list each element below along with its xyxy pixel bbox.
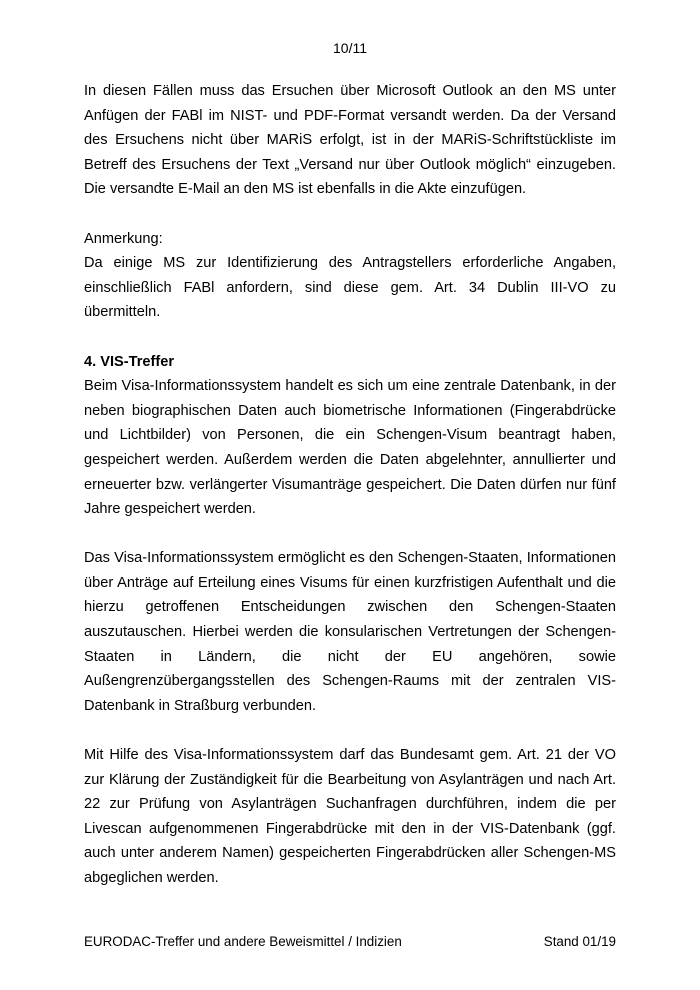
document-body: [84, 79, 616, 915]
note-label: Anmerkung:: [84, 230, 163, 247]
paragraph-vis-definition: Beim Visa-Informationssystem handelt es sich um eine zentrale Datenbank, in der neben biographischen Daten auch biometrische Informationen (Fingerabdrücke und Lichtbilder) von Personen, die ein Schengen-Visum beantragt haben, gespeichert werden. Außerdem werden die Daten abgelehnter, annullierter und erneuerter bzw. verlängerter Visumanträge gespeichert. Die Daten dürfen nur fünf Jahre gespeichert werden.: [84, 378, 616, 518]
page-footer: [84, 933, 616, 951]
section-heading-vis: 4. VIS-Treffer: [84, 353, 175, 370]
page-number: 10/11: [333, 40, 367, 56]
footer-title: EURODAC-Treffer und andere Beweismittel / Indizien: [84, 934, 402, 949]
paragraph-outlook-dispatch: In diesen Fällen muss das Ersuchen über Microsoft Outlook an den MS unter Anfügen der FABl im NIST- und PDF-Format versandt werden. Da der Versand des Ersuchens nicht über MARiS erfolgt, ist in der MARiS-Schriftstückliste im Betreff des Ersuchens der Text „Versand nur über Outlook möglich“ einzugeben. Die versandte E-Mail an den MS ist ebenfalls in die Akte einzufügen.: [84, 83, 616, 198]
footer-version: Stand 01/19: [543, 934, 616, 949]
paragraph-vis-exchange: Das Visa-Informationssystem ermöglicht es den Schengen-Staaten, Informationen über Anträge auf Erteilung eines Visums für einen kurzfristigen Aufenthalt und die hierzu getroffenen Entscheidungen zwischen den Schengen-Staaten auszutauschen. Hierbei werden die konsularischen Vertretungen der Schengen-Staaten in Ländern, die nicht der EU angehören, sowie Außengrenzübergangsstellen des Schengen-Raums mit der zentralen VIS-Datenbank in Straßburg verbunden.: [84, 550, 616, 714]
note-text: Da einige MS zur Identifizierung des Antragstellers erforderliche Angaben, einschließlich FABl anfordern, sind diese gem. Art. 34 Dublin III-VO zu übermitteln.: [84, 255, 616, 321]
paragraph-vis-usage: Mit Hilfe des Visa-Informationssystem darf das Bundesamt gem. Art. 21 der VO zur Klärung der Zuständigkeit für die Bearbeitung von Asylanträgen und nach Art. 22 zur Prüfung von Asylanträgen Suchanfragen durchführen, indem die per Livescan aufgenommenen Fingerabdrücke mit den in der VIS-Datenbank (ggf. auch unter anderem Namen) gespeicherten Fingerabdrücken aller Schengen-MS abgeglichen werden.: [84, 747, 616, 886]
